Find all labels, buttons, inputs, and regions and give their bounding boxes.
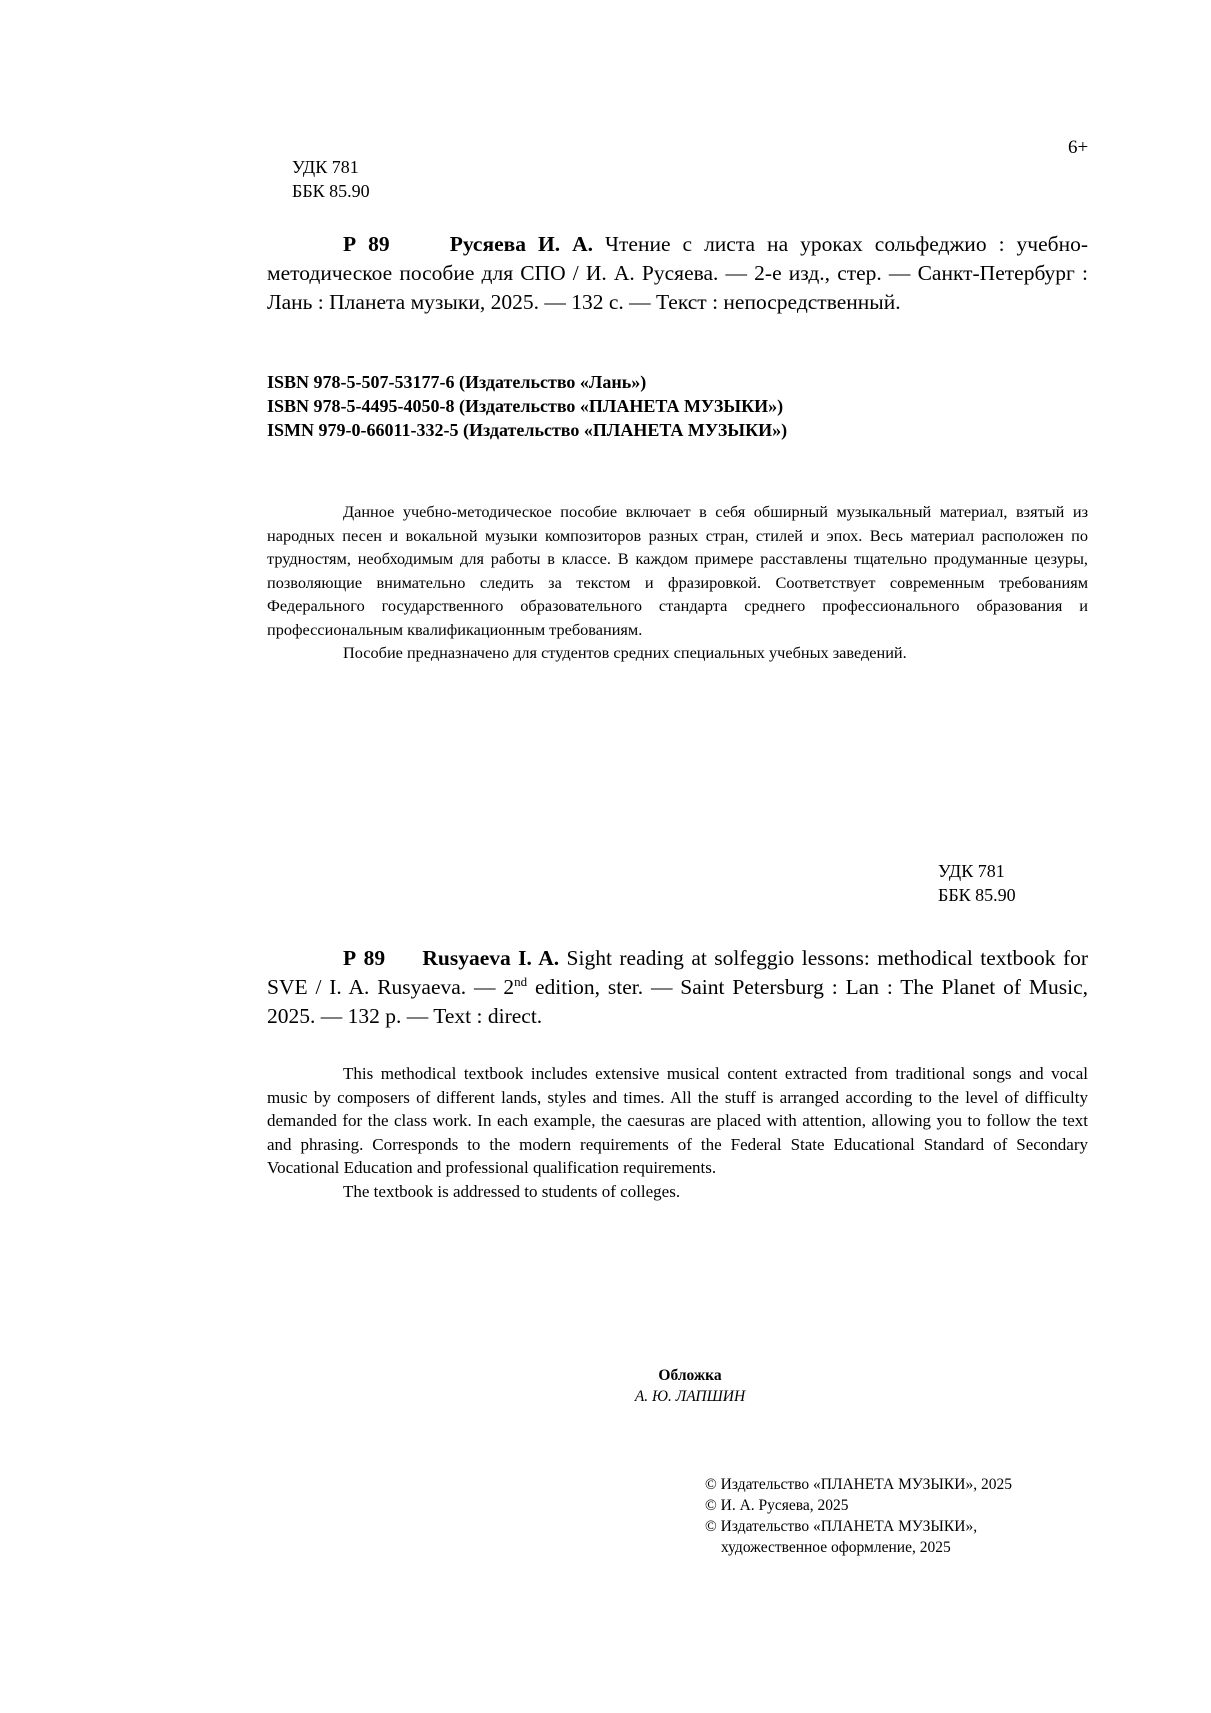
abstract-en [267,1062,1088,1203]
classification-codes-ru [292,155,370,203]
bbk-code: ББК 85.90 [292,181,370,201]
cover-credit-title: Обложка [658,1367,722,1384]
edition-superscript: nd [514,974,528,989]
author-name: Русяева И. А. [449,232,594,256]
author-mark: Р 89 [343,946,386,970]
isbn-list [267,370,787,442]
abstract-paragraph: Пособие предназначено для студентов средних специальных учебных заведений. [343,643,907,662]
citation-text: Sight reading at solfeggio lessons: methodical textbook for SVE / I. A. Rusyaeva. — 2 [267,946,1089,999]
copyright-line-continuation: художественное оформление, 2025 [721,1539,951,1556]
cover-credit [560,1365,820,1407]
bibliographic-record-en [267,944,1088,1031]
bibliographic-record-ru [267,230,1088,317]
cover-designer-name: А. Ю. ЛАПШИН [634,1388,746,1405]
copyright-line: © Издательство «ПЛАНЕТА МУЗЫКИ», 2025 [705,1476,1012,1493]
copyright-line: © И. А. Русяева, 2025 [705,1497,849,1514]
copyright-line: © Издательство «ПЛАНЕТА МУЗЫКИ», [705,1518,978,1535]
abstract-ru [267,500,1088,665]
classification-codes-en [938,859,1016,907]
abstract-paragraph: The textbook is addressed to students of colleges. [343,1181,681,1201]
abstract-paragraph: Данное учебно-методическое пособие включает в себя обширный музыкальный материал, взятый из народных песен и вокальной музыки композиторов разных стран, стилей и эпох. Весь материал расположен по трудностям, необходимым для работы в классе. В каждом примере расставлены тщательно продуманные цезуры, позволяющие внимательно следить за текстом и фразировкой. Соответствует современным требованиям Федерального государственного образовательного стандарта среднего профессионального образования и профессиональным квалификационным требованиям. [267,502,1088,639]
isbn-line: ISBN 978-5-507-53177-6 (Издательство «Лань») [267,372,647,392]
citation-text-rest: edition, ster. — Saint Petersburg : Lan : The Planet of Music, 2025. — 132 p. — Text : direct. [267,975,1088,1028]
ismn-line: ISMN 979-0-66011-332-5 (Издательство «ПЛАНЕТА МУЗЫКИ») [267,420,788,440]
bbk-code: ББК 85.90 [938,885,1016,905]
udk-code: УДК 781 [292,157,359,177]
abstract-paragraph: This methodical textbook includes extensive musical content extracted from traditional songs and vocal music by composers of different lands, styles and times. All the stuff is arranged according to the level of difficulty demanded for the class work. In each example, the caesuras are placed with attention, allowing you to follow the text and phrasing. Corresponds to the modern requirements of the Federal State Educational Standard of Secondary Vocational Education and professional qualification requirements. [267,1064,1088,1177]
udk-code: УДК 781 [938,861,1005,881]
age-rating: 6+ [1068,137,1089,158]
citation-text: Чтение с листа на уроках сольфеджио : учебно-методическое пособие для СПО / И. А. Русяева. — 2-е изд., стер. — Санкт-Петербург : Лань : Планета музыки, 2025. — 132 с. — Текст : непосредственный. [267,232,1089,314]
author-mark: Р 89 [343,232,390,256]
isbn-line: ISBN 978-5-4495-4050-8 (Издательство «ПЛАНЕТА МУЗЫКИ») [267,396,784,416]
author-name: Rusyaeva I. A. [422,946,560,970]
copyright-block [705,1474,1012,1558]
